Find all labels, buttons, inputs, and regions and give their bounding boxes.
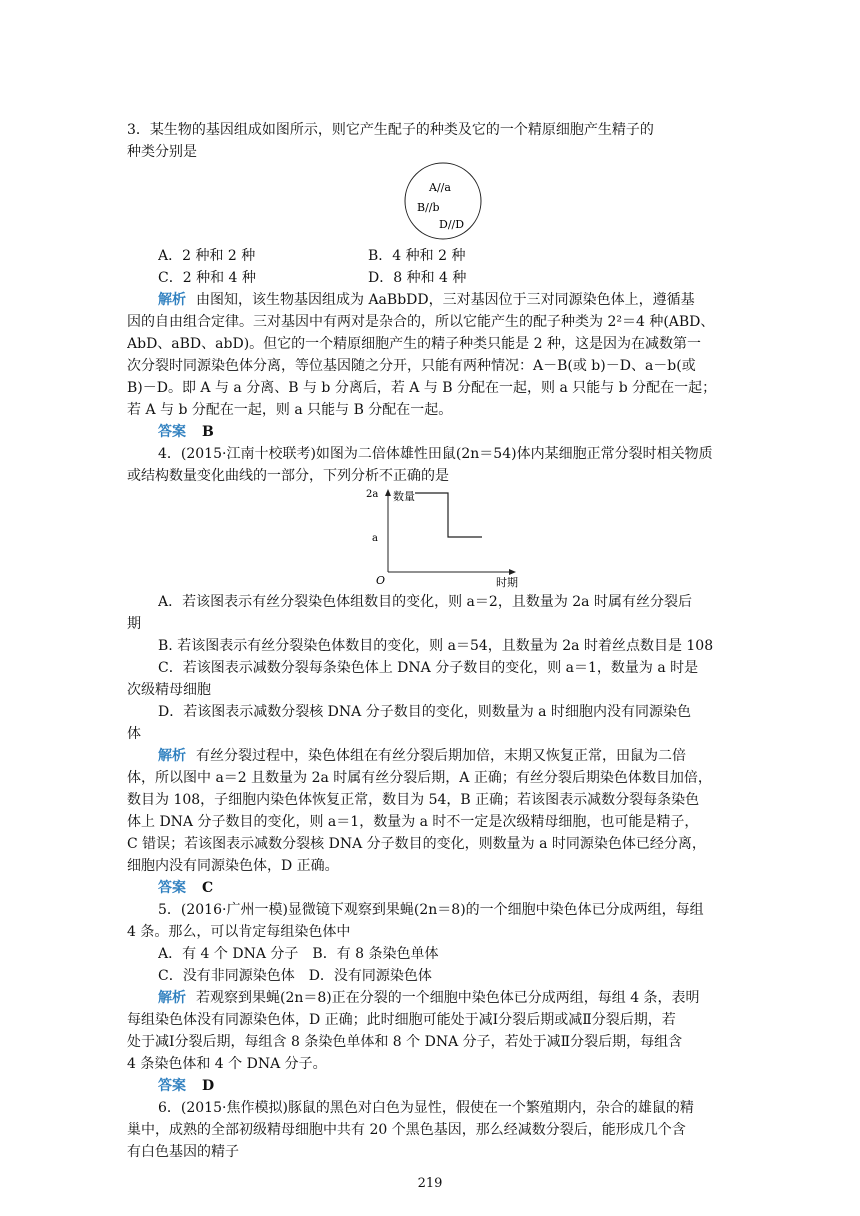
q5-analysis-line-3: 处于减Ⅰ分裂后期，每组含 8 条染色单体和 8 个 DNA 分子，若处于减Ⅱ分裂后期，每组含	[127, 1034, 683, 1050]
q5-analysis-line-1: 解析 若观察到果蝇(2n＝8)正在分裂的一个细胞中染色体已分成两组，每组 4 条，表明	[158, 990, 700, 1006]
q4-analysis-line-5: C 错误；若该图表示减数分裂核 DNA 分子数目的变化，则数量为 a 时同源染色体已经分离，	[127, 836, 706, 852]
q5-stem-line-2: 4 条。那么，可以肯定每组染色体中	[127, 924, 351, 940]
q3-analysis-line-5: B)－D。即 A 与 a 分离、B 与 b 分离后，若 A 与 B 分配在一起，则 a 只能与 b 分配在一起；	[127, 380, 717, 396]
q5-analysis-label: 解析	[158, 990, 186, 1006]
q4-analysis-line-3: 数目为 108，子细胞内染色体恢复正常，数目为 54，B 正确；若该图表示减数分裂每条染色	[127, 792, 700, 808]
q5-analysis-line-2: 每组染色体没有同源染色体，D 正确；此时细胞可能处于减Ⅰ分裂后期或减Ⅱ分裂后期，若	[127, 1012, 676, 1028]
q4-option-c-line-1: C．若该图表示减数分裂每条染色体上 DNA 分子数目的变化，则 a＝1，数量为 a 时是	[158, 660, 699, 676]
q4-answer: 答案 C	[158, 880, 214, 896]
q3-analysis-line-6: 若 A 与 b 分配在一起，则 a 只能与 B 分配在一起。	[127, 402, 453, 418]
q4-option-c-line-2: 次级精母细胞	[127, 682, 211, 698]
q4-option-b: B. 若该图表示有丝分裂染色体数目的变化，则 a＝54，且数量为 2a 时着丝点数目是 108	[158, 638, 714, 654]
page-number: 219	[417, 1176, 443, 1191]
q4-y-tick-2a: 2a	[366, 489, 379, 500]
q4-curve	[415, 493, 482, 537]
q4-quantity-chart	[360, 486, 530, 590]
q3-cell-diagram	[403, 161, 483, 241]
q4-analysis-line-2: 体，所以图中 a＝2 且数量为 2a 时属有丝分裂后期，A 正确；有丝分裂后期染色体数目加倍，	[127, 770, 712, 786]
q3-option-c: C．2 种和 4 种	[158, 270, 256, 286]
q3-answer: 答案 B	[158, 424, 214, 440]
q4-option-a-line-2: 期	[127, 616, 141, 632]
q4-analysis-line-1: 解析 有丝分裂过程中，染色体组在有丝分裂后期加倍，末期又恢复正常，田鼠为二倍	[158, 748, 686, 764]
q5-answer: 答案 D	[158, 1078, 215, 1094]
q4-analysis-line-6: 细胞内没有同源染色体，D 正确。	[127, 858, 339, 874]
q3-analysis-line-4: 次分裂时同源染色体分离，等位基因随之分开，只能有两种情况：A－B(或 b)－D、a－b(或	[127, 358, 696, 374]
q4-option-a-line-1: A．若该图表示有丝分裂染色体组数目的变化，则 a＝2，且数量为 2a 时属有丝分裂后	[158, 594, 692, 610]
q4-stem-line-1: 4．(2015·江南十校联考)如图为二倍体雄性田鼠(2n＝54)体内某细胞正常分裂时相关物质	[158, 446, 713, 462]
q3-analysis-label: 解析	[158, 292, 186, 308]
q6-stem-line-1: 6．(2015·焦作模拟)豚鼠的黑色对白色为显性，假使在一个繁殖期内，杂合的雄鼠的精	[158, 1100, 694, 1116]
q6-stem-line-3: 有白色基因的精子	[127, 1144, 239, 1160]
q3-option-b: B．4 种和 2 种	[368, 248, 466, 264]
q4-stem-line-2: 或结构数量变化曲线的一部分，下列分析不正确的是	[127, 468, 449, 484]
q5-stem-line-1: 5．(2016·广州一模)显微镜下观察到果蝇(2n＝8)的一个细胞中染色体已分成两组，每组	[158, 902, 704, 918]
q5-analysis-line-4: 4 条染色体和 4 个 DNA 分子。	[127, 1056, 327, 1072]
q3-stem-line-1: 3．某生物的基因组成如图所示，则它产生配子的种类及它的一个精原细胞产生精子的	[127, 122, 654, 138]
q3-option-d: D．8 种和 4 种	[368, 270, 467, 286]
q4-analysis-label: 解析	[158, 748, 186, 764]
q3-gene-dd: D//D	[439, 218, 465, 231]
q3-options-row-2	[158, 268, 738, 288]
q4-option-d-line-1: D．若该图表示减数分裂核 DNA 分子数目的变化，则数量为 a 时细胞内没有同源染色	[158, 704, 691, 720]
q3-option-a: A．2 种和 2 种	[158, 248, 256, 264]
q4-analysis-line-4: 体上 DNA 分子数目的变化，则 a＝1，数量为 a 时不一定是次级精母细胞，也可能是精子，	[127, 814, 699, 830]
q4-origin-label: O	[376, 574, 386, 587]
q4-y-tick-a: a	[372, 533, 378, 544]
q3-analysis-line-1: 解析 由图知，该生物基因组成为 AaBbDD，三对基因位于三对同源染色体上，遵循基	[158, 292, 695, 308]
q3-stem-line-2: 种类分别是	[127, 144, 197, 160]
q5-options-row-2: C．没有非同源染色体 D．没有同源染色体	[158, 968, 432, 984]
q3-analysis-line-3: AbD、aBD、abD)。但它的一个精原细胞产生的精子种类只能是 2 种，这是因为在减数第一	[127, 336, 701, 352]
q3-analysis-line-2: 因的自由组合定律。三对基因中有两对是杂合的，所以它能产生的配子种类为 2²＝4 种(ABD、	[127, 314, 715, 330]
q6-stem-line-2: 巢中，成熟的全部初级精母细胞中共有 20 个黑色基因，那么经减数分裂后，能形成几个含	[127, 1122, 686, 1138]
q3-gene-bb: B//b	[417, 201, 440, 214]
q3-options-row-1	[158, 246, 738, 266]
q3-gene-aa: A//a	[429, 181, 451, 194]
q5-options-row-1: A．有 4 个 DNA 分子 B．有 8 条染色单体	[158, 946, 439, 962]
q4-x-axis-label: 时期	[496, 576, 518, 589]
q4-y-axis-label: 数量	[393, 490, 415, 503]
q4-option-d-line-2: 体	[127, 726, 141, 742]
